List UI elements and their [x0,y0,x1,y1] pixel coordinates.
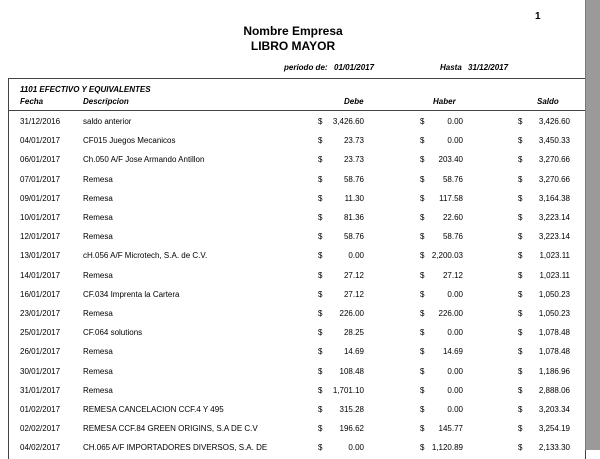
ledger-row [0,290,586,302]
row-description: Remesa [83,270,113,280]
debit-currency-symbol: $ [318,136,323,146]
row-description: cH.056 A/F Microtech, S.A. de C.V. [83,251,208,261]
balance-currency-symbol: $ [518,117,523,126]
row-balance: 1,078.48 [538,347,570,357]
row-debit: 11.30 [344,193,364,203]
period-label: periodo de: [284,63,328,72]
balance-currency-symbol: $ [518,232,523,242]
row-description: Remesa [83,347,113,357]
credit-currency-symbol: $ [420,155,425,165]
credit-currency-symbol: $ [420,405,425,414]
row-credit: 58.76 [442,174,463,184]
ledger-row [0,347,586,359]
ledger-row [0,194,586,206]
balance-currency-symbol: $ [518,193,523,203]
credit-currency-symbol: $ [420,347,425,357]
row-description: Remesa [83,193,113,203]
balance-currency-symbol: $ [518,155,523,165]
row-debit: 58.76 [343,174,364,184]
credit-currency-symbol: $ [420,270,425,280]
column-header-credit: Haber [433,97,456,106]
balance-currency-symbol: $ [518,270,523,280]
row-balance: 2,133.30 [538,443,570,453]
balance-currency-symbol: $ [518,347,523,357]
row-debit: 1,701.10 [332,385,364,395]
row-date: 09/01/2017 [20,193,61,203]
credit-currency-symbol: $ [420,424,425,434]
row-balance: 1,023.11 [539,251,570,261]
credit-currency-symbol: $ [420,232,425,242]
debit-currency-symbol: $ [318,270,323,280]
row-balance: 3,223.14 [538,232,570,242]
ledger-row [0,424,586,436]
row-date: 14/01/2017 [20,270,61,280]
row-date: 16/01/2017 [20,289,61,299]
row-credit: 203.40 [438,155,463,165]
credit-currency-symbol: $ [420,193,425,203]
ledger-row [0,271,586,283]
balance-currency-symbol: $ [518,136,523,146]
balance-currency-symbol: $ [518,366,523,376]
row-debit: 81.36 [343,213,364,222]
credit-currency-symbol: $ [420,174,425,184]
credit-currency-symbol: $ [420,136,425,146]
period-from: 01/01/2017 [334,63,375,72]
debit-currency-symbol: $ [318,328,323,338]
debit-currency-symbol: $ [318,366,323,376]
row-debit: 315.28 [339,405,364,414]
credit-currency-symbol: $ [420,251,425,261]
row-description: Remesa [83,385,113,395]
row-balance: 3,450.33 [538,136,570,146]
debit-currency-symbol: $ [318,117,323,126]
row-credit: 226.00 [438,309,463,318]
row-date: 12/01/2017 [20,232,61,242]
row-date: 23/01/2017 [20,309,61,318]
credit-currency-symbol: $ [420,309,425,318]
ledger-row [0,213,586,225]
company-name: Nombre Empresa [243,24,343,38]
debit-currency-symbol: $ [318,347,323,357]
row-description: REMESA CANCELACION CCF.4 Y 495 [83,405,224,414]
debit-currency-symbol: $ [318,424,323,434]
row-debit: 3,426.60 [332,117,364,126]
row-debit: 14.69 [343,347,364,357]
balance-currency-symbol: $ [518,251,523,261]
row-description: saldo anterior [83,117,132,126]
row-credit: 14.69 [442,347,463,357]
header-divider [8,110,585,111]
row-credit: 0.00 [447,289,463,299]
row-credit: 117.58 [439,193,463,203]
ledger-row [0,175,586,187]
debit-currency-symbol: $ [318,443,323,453]
row-date: 31/12/2016 [20,117,61,126]
column-header-date: Fecha [20,97,44,106]
row-description: CF.034 Imprenta la Cartera [83,289,180,299]
period-to: 31/12/2017 [468,63,509,72]
debit-currency-symbol: $ [318,289,323,299]
ledger-row [0,232,586,244]
account-heading: 1101 EFECTIVO Y EQUIVALENTES [20,85,151,94]
credit-currency-symbol: $ [420,328,425,338]
balance-currency-symbol: $ [518,443,523,453]
row-description: Remesa [83,309,113,318]
row-date: 01/02/2017 [20,405,61,414]
row-credit: 2,200.03 [431,251,463,261]
row-balance: 3,426.60 [538,117,570,126]
ledger-row [0,405,586,417]
row-debit: 23.73 [343,155,364,165]
row-description: Remesa [83,213,113,222]
row-description: CF015 Juegos Mecanicos [83,136,176,146]
row-balance: 3,203.34 [538,405,570,414]
debit-currency-symbol: $ [318,385,323,395]
balance-currency-symbol: $ [518,309,523,318]
row-date: 07/01/2017 [20,174,61,184]
row-date: 02/02/2017 [20,424,61,434]
row-balance: 1,050.23 [538,309,570,318]
debit-currency-symbol: $ [318,232,323,242]
row-debit: 0.00 [348,251,364,261]
row-debit: 27.12 [343,289,364,299]
period-to-label: Hasta [440,63,462,72]
ledger-row [0,443,586,455]
ledger-row [0,309,586,321]
row-debit: 23.73 [343,136,364,146]
row-date: 13/01/2017 [20,251,61,261]
row-credit: 0.00 [447,117,463,126]
row-balance: 3,254.19 [538,424,570,434]
balance-currency-symbol: $ [518,289,523,299]
row-credit: 22.60 [442,213,463,222]
balance-currency-symbol: $ [518,405,523,414]
ledger-row [0,251,586,263]
debit-currency-symbol: $ [318,213,323,222]
row-balance: 3,270.66 [538,174,570,184]
row-debit: 226.00 [339,309,364,318]
page-number: 1 [535,11,541,22]
row-date: 30/01/2017 [20,366,61,376]
row-debit: 108.48 [339,366,364,376]
column-header-debit: Debe [344,97,364,106]
vertical-scrollbar[interactable] [585,0,600,450]
report-title: LIBRO MAYOR [250,39,336,53]
row-balance: 1,050.23 [538,289,570,299]
ledger-row [0,117,586,129]
row-date: 26/01/2017 [20,347,61,357]
column-header-balance: Saldo [537,97,559,106]
row-date: 04/02/2017 [20,443,61,453]
balance-currency-symbol: $ [518,328,523,338]
row-credit: 0.00 [447,136,463,146]
row-description: Remesa [83,232,113,242]
row-balance: 3,223.14 [538,213,570,222]
column-header-description: Descripcion [83,97,129,106]
debit-currency-symbol: $ [318,309,323,318]
debit-currency-symbol: $ [318,155,323,165]
row-credit: 58.76 [442,232,463,242]
row-credit: 1,120.89 [431,443,463,453]
row-credit: 145.77 [438,424,463,434]
row-description: Ch.050 A/F Jose Armando Antillon [83,155,205,165]
balance-currency-symbol: $ [518,174,523,184]
row-date: 06/01/2017 [20,155,61,165]
row-description: Remesa [83,174,113,184]
row-credit: 27.12 [442,270,463,280]
credit-currency-symbol: $ [420,213,425,222]
credit-currency-symbol: $ [420,385,425,395]
row-debit: 27.12 [343,270,364,280]
row-credit: 0.00 [447,366,463,376]
ledger-row [0,136,586,148]
credit-currency-symbol: $ [420,117,425,126]
credit-currency-symbol: $ [420,366,425,376]
row-date: 10/01/2017 [20,213,61,222]
row-balance: 1,186.96 [538,366,570,376]
debit-currency-symbol: $ [318,174,323,184]
row-balance: 1,078.48 [538,328,570,338]
debit-currency-symbol: $ [318,193,323,203]
row-description: REMESA CCF.84 GREEN ORIGINS, S.A DE C.V [83,424,258,434]
credit-currency-symbol: $ [420,443,425,453]
balance-currency-symbol: $ [518,424,523,434]
row-debit: 28.25 [343,328,364,338]
row-balance: 2,888.06 [538,385,570,395]
row-debit: 0.00 [348,443,364,453]
balance-currency-symbol: $ [518,213,523,222]
row-date: 25/01/2017 [20,328,61,338]
ledger-row [0,367,586,379]
row-balance: 1,023.11 [539,270,570,280]
row-date: 31/01/2017 [20,385,61,395]
row-description: CF.064 solutions [83,328,143,338]
ledger-frame [8,78,586,459]
row-date: 04/01/2017 [20,136,61,146]
row-balance: 3,270.66 [538,155,570,165]
row-credit: 0.00 [447,405,463,414]
ledger-row [0,386,586,398]
ledger-row [0,328,586,340]
row-debit: 196.62 [339,424,364,434]
row-credit: 0.00 [447,385,463,395]
row-description: CH.065 A/F IMPORTADORES DIVERSOS, S.A. DE [83,443,268,453]
row-balance: 3,164.38 [538,193,570,203]
debit-currency-symbol: $ [318,405,323,414]
ledger-row [0,155,586,167]
row-description: Remesa [83,366,113,376]
debit-currency-symbol: $ [318,251,323,261]
credit-currency-symbol: $ [420,289,425,299]
row-debit: 58.76 [343,232,364,242]
balance-currency-symbol: $ [518,385,523,395]
row-credit: 0.00 [447,328,463,338]
